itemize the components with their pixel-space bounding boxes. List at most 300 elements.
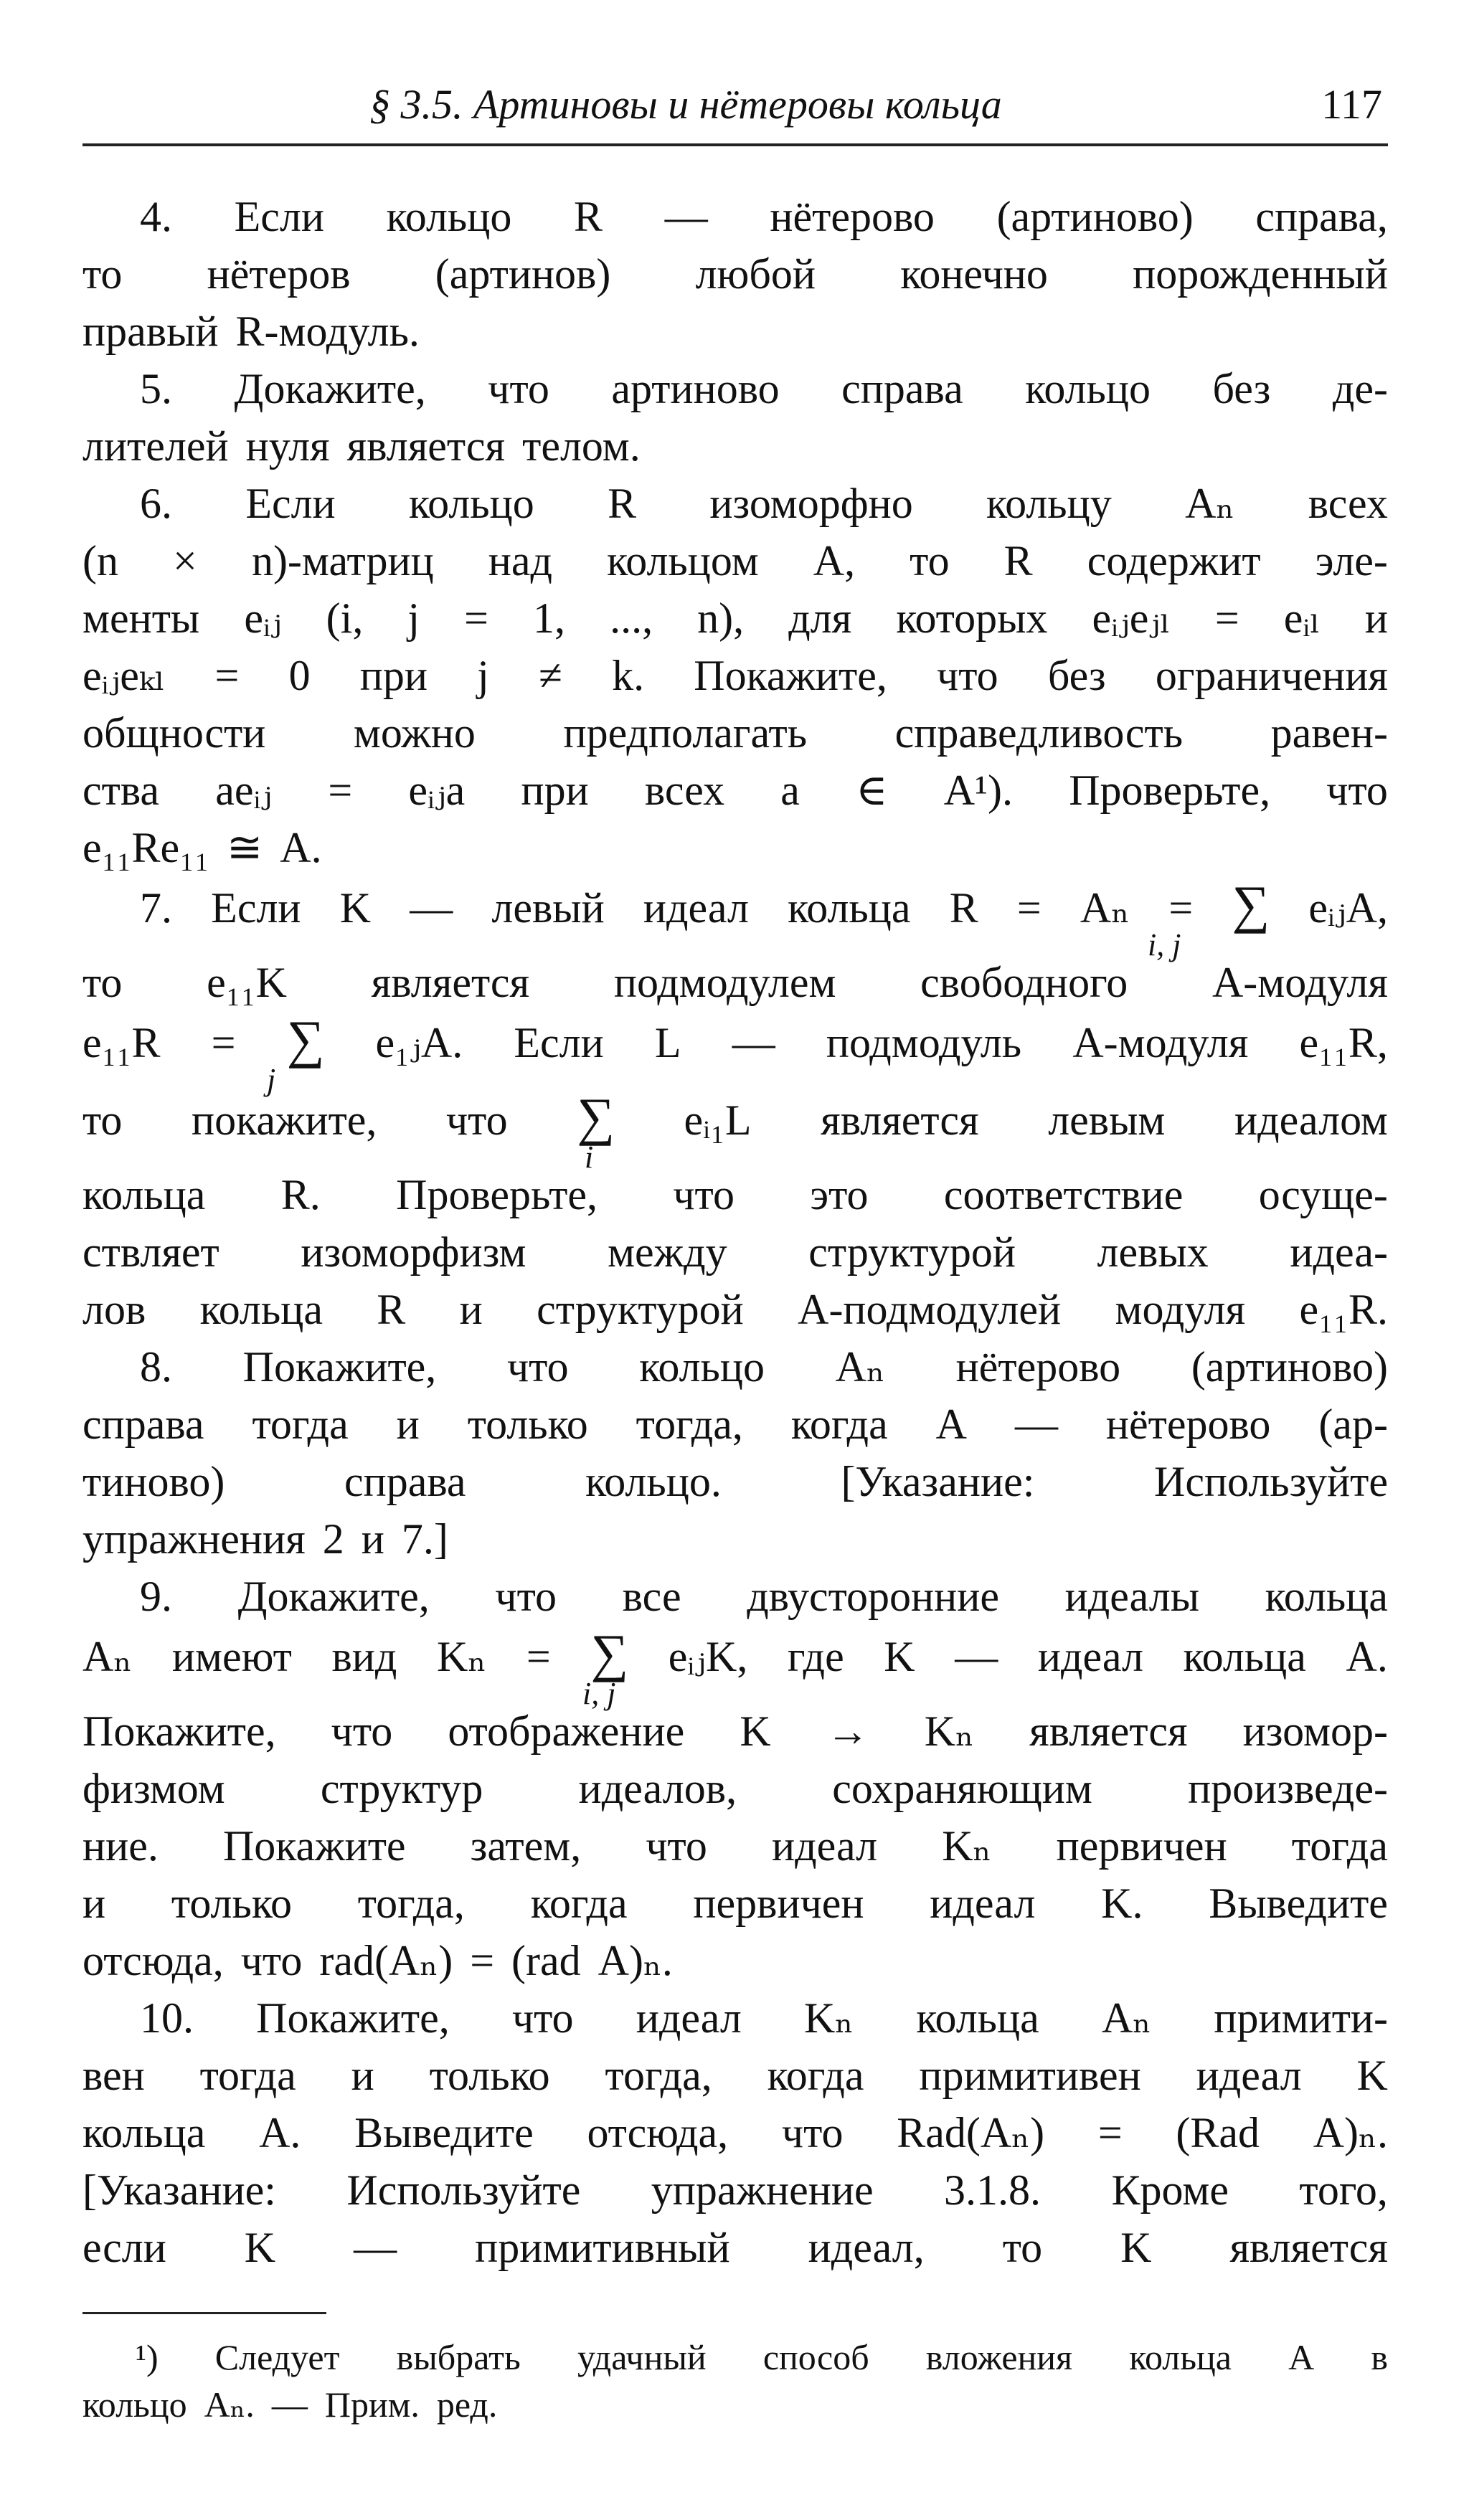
word: упражнение [651,2166,874,2214]
body-line [82,1817,1388,1875]
word: когда [530,1880,628,1927]
word: e₁ⱼA. [375,1019,463,1066]
word: и [396,1401,420,1448]
word: n), [697,595,745,642]
body-line [82,245,1388,303]
word: K. [1101,1880,1143,1927]
word: только [429,2052,550,2099]
word: что [446,1096,508,1144]
body-line [82,1089,1388,1146]
word: e₁₁R [82,1019,161,1066]
word: K [1356,2052,1388,2099]
body-line [82,704,1388,762]
body-line [82,1166,1388,1223]
body-line [82,1625,1388,1682]
word: — [354,2224,397,2271]
word: телом. [522,422,641,470]
word: eᵢₗ [1283,595,1321,642]
word: выбрать [396,2337,521,2377]
word: Aₙ [1185,480,1235,527]
word: при [359,652,428,699]
word: что [511,1994,574,2042]
word: тогда [199,2052,296,2099]
word: справедливость [894,709,1184,757]
word: R [949,884,978,932]
word: = [464,595,488,642]
body-line [82,1760,1388,1817]
word: × [173,537,197,584]
word: модуля [1115,1286,1246,1333]
word: затем, [470,1822,582,1870]
word: = [214,652,240,699]
word: — [271,2384,308,2425]
word: Используйте [346,2166,581,2214]
word: = [211,1019,236,1066]
body-line [82,1011,1388,1069]
word: R [608,480,637,527]
word: и [361,1515,384,1563]
body-line [82,1281,1388,1338]
word: изомор- [1242,1707,1388,1755]
word: aeᵢⱼ [215,767,273,814]
word: = [470,1937,495,1984]
word: отображение [448,1707,685,1755]
word: (Rad [1176,2109,1260,2156]
footnote-line [82,2334,1388,2381]
word: Aₙ [1080,884,1130,932]
word: для [788,595,852,642]
word: Kₙ [437,1633,487,1680]
word: R [1003,537,1033,584]
word: справа [82,1401,204,1448]
word: R. [280,1171,321,1218]
word: Если [245,480,336,527]
body-line [82,475,1388,532]
body-line [82,1875,1388,1932]
word: что [781,2109,844,2156]
word: и [459,1286,483,1333]
word: кольцом [607,537,759,584]
word: справа, [1255,193,1388,240]
word: без [1047,652,1106,699]
word: равен- [1270,709,1388,757]
body-line [82,1702,1388,1760]
word: лов [82,1286,146,1333]
word: e₁₁Re₁₁ [82,824,209,871]
word: что [495,1573,557,1620]
word: того, [1299,2166,1388,2214]
word: Покажите, [82,1707,276,1755]
word: когда [790,1401,888,1448]
word: 7.] [401,1515,448,1563]
word: [Указание: [841,1458,1035,1505]
word: что [937,652,998,699]
word: ≅ [226,824,263,871]
word: — [732,1019,775,1066]
word: A, [813,537,856,584]
word: при [521,767,589,814]
word: ≠ [538,652,562,699]
word: что [1326,767,1388,814]
word: двусторонние [747,1573,1000,1620]
word: eᵢⱼeₖₗ [82,652,166,699]
word: соответствие [943,1171,1184,1218]
word: кольца [199,1286,323,1333]
word: можно [353,709,476,757]
word: что [506,1343,569,1391]
word: менты [82,595,200,642]
word: Если [234,193,324,240]
word: n)-матриц [251,537,434,584]
word: всех [1308,480,1388,527]
word: кольца [82,2109,206,2156]
word: де- [1332,365,1388,412]
word: 5. [140,365,172,412]
word: идеалов, [578,1765,737,1812]
word: идеал [930,1880,1036,1927]
word: подмодуль [826,1019,1022,1066]
word: вид [331,1633,397,1680]
word: тогда, [605,2052,712,2099]
word: изоморфизм [301,1228,526,1276]
word: структурой [537,1286,744,1333]
word: только [171,1880,292,1927]
word: кольцо [1025,365,1151,412]
word: j [477,652,489,699]
word: левый [491,884,605,932]
word: (артинов) [435,250,611,298]
word: и [1364,595,1388,642]
word: физмом [82,1765,225,1812]
word: свободного [920,959,1128,1006]
word: является [821,1096,979,1144]
word: ства [82,767,160,814]
body-line [82,2219,1388,2276]
word: = [328,767,353,814]
word: идеал [636,1994,742,2042]
word: ∑ [1232,876,1270,934]
word: идеалом [1234,1096,1388,1144]
word: Aₙ. [204,2384,255,2425]
footnote-line [82,2381,1388,2428]
word: 10. [140,1994,194,2042]
body-line [82,1223,1388,1281]
word: e₁₁K [207,959,287,1006]
word: eᵢⱼa [408,767,466,814]
word: это [810,1171,869,1218]
word: идеал [772,1822,878,1870]
word: изоморфно [709,480,913,527]
body-line [82,762,1388,819]
word: 8. [140,1343,172,1391]
body-line [82,647,1388,704]
body-line [82,2161,1388,2219]
word: (артиново) [996,193,1194,240]
word: в [1371,2337,1388,2377]
word: Kₙ [924,1707,975,1755]
word: Rad(Aₙ) [897,2109,1045,2156]
body-line [82,1932,1388,1989]
word: Прим. [324,2384,420,2425]
word: то [82,1096,123,1144]
word: эле- [1315,537,1388,584]
body-line [82,1989,1388,2047]
word: (артиново) [1191,1343,1388,1391]
word: все [622,1573,681,1620]
word: Кроме [1111,2166,1229,2214]
sum-index-ex9-ij: i, j [582,1676,616,1711]
body-line [82,819,1388,876]
word: (ар- [1318,1401,1388,1448]
word: тогда, [636,1401,743,1448]
word: ..., [610,595,653,642]
word: тогда [1291,1822,1388,1870]
word: K [339,884,372,932]
word: тиново) [82,1458,225,1505]
word: = [1016,884,1041,932]
word: примитивен [919,2052,1141,2099]
body-line [82,417,1388,475]
body-line [82,1396,1388,1453]
word: eᵢⱼ [244,595,282,642]
word: нуля [245,422,330,470]
page-header [82,72,1388,146]
word: идеа- [1290,1228,1388,1276]
word: ограничения [1155,652,1388,699]
word: нётерово [770,193,935,240]
word: (rad [511,1937,581,1984]
word: левых [1097,1228,1209,1276]
word: — [1014,1401,1058,1448]
word: удачный [577,2337,707,2377]
word: eᵢ₁L [684,1096,752,1144]
word: eᵢⱼK, [668,1633,748,1680]
word: кольца [82,1171,206,1218]
word: осуще- [1258,1171,1388,1218]
word: кольца [1183,1633,1306,1680]
word: левым [1048,1096,1166,1144]
word: A)ₙ. [597,1937,673,1984]
word: является [371,959,530,1006]
word: eᵢⱼeⱼₗ [1092,595,1171,642]
word: 4. [140,193,172,240]
word: 6. [140,480,172,527]
word: общности [82,709,266,757]
word: только [467,1401,588,1448]
word: примитивный [475,2224,730,2271]
word: справа [841,365,963,412]
word: идеал [643,884,749,932]
word: A [935,1401,967,1448]
word: R-модуль. [235,308,420,355]
word: любой [695,250,816,298]
word: то [82,250,123,298]
body-line [82,1568,1388,1625]
word: нётерово [955,1343,1121,1391]
word: Выведите [1209,1880,1388,1927]
word: [Указание: [82,2166,276,2214]
word: rad(Aₙ) [319,1937,453,1984]
word: артиново [611,365,780,412]
word: вен [82,2052,145,2099]
word: первичен [1056,1822,1227,1870]
word: имеют [171,1633,292,1680]
word: когда [767,2052,864,2099]
word: которых [896,595,1048,642]
word: Kₙ [803,1994,854,2042]
body-line [82,360,1388,417]
word: ¹) [136,2337,159,2377]
word: является [346,422,506,470]
word: Если [514,1019,604,1066]
word: что [240,1937,303,1984]
body-line [82,589,1388,647]
sum-index-ex7-ij: i, j [1148,927,1181,962]
word: то [910,537,950,584]
word: Проверьте, [1069,767,1271,814]
body-line [82,532,1388,589]
word: конечно [900,250,1048,298]
word: отсюда, [82,1937,224,1984]
word: A-модуля [1211,959,1388,1006]
word: A. [259,2109,301,2156]
word: A. [1346,1633,1388,1680]
word: и [351,2052,374,2099]
word: ∑ [590,1624,629,1683]
word: справа [344,1458,466,1505]
word: A [1288,2337,1315,2377]
word: что [488,365,549,412]
word: Проверьте, [396,1171,597,1218]
footnote-rule [82,2312,326,2314]
word: то [1002,2224,1043,2271]
word: что [646,1822,707,1870]
body-line [82,2104,1388,2161]
word: A¹). [943,767,1014,814]
word: ∈ [856,767,888,814]
word: Докажите, [237,1573,430,1620]
word: (i, [326,595,364,642]
word: 7. [140,884,172,932]
word: K [740,1707,771,1755]
word: кольцо [82,2384,187,2425]
word: K [1120,2224,1152,2271]
word: ствляет [82,1228,219,1276]
word: eᵢⱼA, [1308,884,1388,932]
word: правый [82,308,219,355]
word: = [1168,884,1194,932]
word: нётеров [207,250,351,298]
word: ∑ [286,1010,325,1069]
word: Покажите, [694,652,887,699]
word: e₁₁R, [1299,1019,1388,1066]
word: всех [644,767,725,814]
word: структурой [808,1228,1016,1276]
body-line [82,1510,1388,1568]
word: 3.1.8. [944,2166,1041,2214]
sum-index-ex7-j: j [267,1062,276,1097]
word: ∑ [577,1088,615,1147]
word: Kₙ [942,1822,992,1870]
word: если [82,2224,166,2271]
word: = [526,1633,551,1680]
word: идеалы [1064,1573,1200,1620]
word: ред. [436,2384,498,2425]
word: упражнения [82,1515,306,1563]
word: ние. [82,1822,159,1870]
word: порожденный [1133,250,1388,298]
word: идеал [1196,2052,1302,2099]
word: что [331,1707,393,1755]
word: содержит [1087,537,1261,584]
word: k. [612,652,645,699]
word: нётерово [1105,1401,1271,1448]
word: кольца [916,1994,1039,2042]
page-number: 117 [1321,81,1382,128]
word: — [410,884,453,932]
word: Aₙ [835,1343,885,1391]
word: R [574,193,603,240]
word: является [1029,1707,1188,1755]
word: — [955,1633,998,1680]
word: 9. [140,1573,172,1620]
word: примити- [1214,1994,1388,2042]
word: Если [211,884,301,932]
word: Следует [214,2337,340,2377]
word: первичен [693,1880,864,1927]
word: покажите, [192,1096,377,1144]
word: Используйте [1153,1458,1388,1505]
word: → [826,1707,869,1755]
word: над [488,537,553,584]
word: K [884,1633,915,1680]
word: L [654,1019,681,1066]
word: является [1229,2224,1388,2271]
word: j [407,595,420,642]
word: Выведите [354,2109,534,2156]
body-line [82,1338,1388,1396]
word: тогда, [357,1880,465,1927]
word: произведе- [1188,1765,1388,1812]
word: кольцо [639,1343,765,1391]
body-line [82,303,1388,360]
word: и [82,1880,106,1927]
word: вложения [925,2337,1073,2377]
word: A-модуля [1072,1019,1249,1066]
word: сохраняющим [832,1765,1092,1812]
word: Докажите, [234,365,426,412]
word: то [82,959,123,1006]
word: R [377,1286,406,1333]
word: = [1097,2109,1123,2156]
word: e₁₁R. [1299,1286,1388,1333]
body-line [82,1453,1388,1510]
word: между [608,1228,727,1276]
word: (n [82,537,118,584]
word: 1, [533,595,566,642]
running-title: § 3.5. Артиновы и нётеровы кольца [369,81,1002,128]
word: 2 [322,1515,344,1563]
word: K [244,2224,276,2271]
body-line [82,954,1388,1011]
word: кольцу [986,480,1112,527]
word: кольцо [409,480,534,527]
word: кольца [788,884,911,932]
word: структур [320,1765,483,1812]
word: лителей [82,422,229,470]
sum-index-ex7-i: i [585,1140,594,1175]
body-line [82,188,1388,245]
